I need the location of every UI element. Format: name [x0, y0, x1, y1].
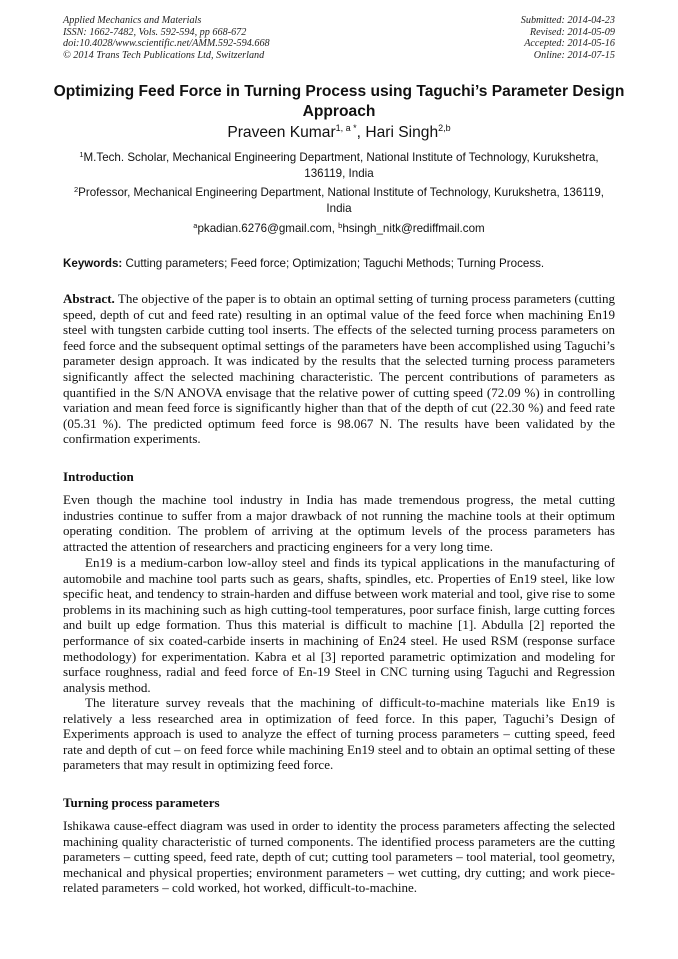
- affiliation-2: [60, 185, 618, 216]
- affiliation-2-text: Professor, Mechanical Engineering Department, National Institute of Technology, Kurukshetra, 136119, India: [78, 186, 605, 215]
- copyright-line: © 2014 Trans Tech Publications Ltd, Switzerland: [63, 49, 265, 61]
- journal-header-right: [521, 15, 615, 61]
- accepted-date: Accepted: 2014-05-16: [524, 38, 615, 50]
- author-line: [40, 123, 638, 143]
- introduction-heading: Introduction: [63, 469, 134, 484]
- keywords-text: Cutting parameters; Feed force; Optimization; Taguchi Methods; Turning Process.: [122, 257, 545, 270]
- email-a: pkadian.6276@gmail.com,: [197, 222, 339, 235]
- author-name-1: Praveen Kumar: [227, 124, 336, 141]
- abstract-text: The objective of the paper is to obtain an optimal setting of turning process parameters (cutting speed, depth of cut and feed rate) resulting in an optimal value of the feed force when machining En19 steel with tungsten carbide cutting tool inserts. The effects of the selected turning process parameters on feed force and the subsequent optimal settings of the parameters have been accomplished using Taguchi’s parameter design approach. It was indicated by the results that the selected turning process parameters significantly affect the selected machining characteristic. The percent contributions of parameters as quantified in the S/N ANOVA envisage that the relative power of cutting speed (72.09 %) in controlling variation and mean feed force is significantly higher than that of the depth of cut (22.30 %) and feed rate (05.31 %). The predicted optimum feed force is 98.067 N. The results have been validated by the confirmation experiments.: [63, 291, 615, 447]
- online-date: Online: 2014-07-15: [533, 49, 615, 61]
- author-name-2: Hari Singh: [365, 124, 439, 141]
- introduction-paragraph-3: The literature survey reveals that the machining of difficult-to-machine materials like En19 is relatively a less researched area in optimization of feed force. In this paper, Taguchi’s Design of Experiments approach is used to analyze the effect of turning process parameters – cutting speed, feed rate and depth of cut – on feed force while machining En19 steel and to obtain an optimal setting of these parameters that may result in optimizing feed force.: [63, 695, 615, 773]
- author-1-superscript: 1, a *: [335, 123, 357, 133]
- keywords-line: [63, 256, 615, 271]
- keywords-label: Keywords:: [63, 257, 123, 270]
- affiliation-1-superscript: 1: [79, 150, 84, 159]
- doi-line: doi:10.4028/www.scientific.net/AMM.592-594.668: [63, 38, 270, 50]
- introduction-paragraph-2: En19 is a medium-carbon low-alloy steel and finds its typical applications in the manufacturing of automobile and machine tool parts such as gears, shafts, spindles, etc. Properties of En19 steel, like low specific heat, and tendency to strain-harden and diffuse between work material and tool, give rise to some problems in its machining such as high cutting-tool temperatures, poor surface finish, large cutting forces and built up edge formation. Thus this material is difficult to machine [1]. Abdulla [2] reported the performance of six coated-carbide inserts in machining of En24 steel. He used RSM (response surface methodology) for experimentation. Kabra et al [3] reported parametric optimization and modeling for surface roughness, radial and feed force of En-19 Steel in CNC turning using Taguchi and Regression analysis method.: [63, 555, 615, 695]
- paper-title: Optimizing Feed Force in Turning Process using Taguchi’s Parameter Design Approach: [53, 83, 625, 120]
- email-a-superscript: a: [193, 221, 198, 230]
- submitted-date: Submitted: 2014-04-23: [520, 15, 615, 26]
- email-b-superscript: b: [338, 221, 343, 230]
- affiliation-1-text: M.Tech. Scholar, Mechanical Engineering Department, National Institute of Technology, Kurukshetra, 136119, India: [83, 151, 599, 180]
- journal-header-left: [63, 15, 270, 61]
- author-separator: ,: [356, 124, 366, 141]
- affiliation-1: [60, 150, 618, 181]
- email-b: hsingh_nitk@rediffmail.com: [342, 222, 485, 235]
- revised-date: Revised: 2014-05-09: [529, 26, 615, 38]
- abstract-paragraph: [63, 291, 615, 447]
- affiliation-2-superscript: 2: [73, 185, 79, 194]
- turning-parameters-paragraph: Ishikawa cause-effect diagram was used in order to identity the process parameters affecting the selected machining quality characteristic of turned components. The identified process parameters are the cutting parameters – cutting speed, feed rate, depth of cut; cutting tool parameters – tool material, tool geometry, mechanical and physical properties; environment parameters – wet cutting, dry cutting; and work piece-related parameters – cold worked, hot worked, difficult-to-machine.: [63, 818, 615, 896]
- author-emails: [60, 221, 618, 237]
- turning-parameters-heading: Turning process parameters: [63, 795, 220, 810]
- introduction-paragraph-1: Even though the machine tool industry in India has made tremendous progress, the metal cutting industries continue to suffer from a major drawback of not running the machine tools at their optimum operating condition. The problem of arriving at the optimum levels of the process parameters has attracted the attention of researchers and practicing engineers for a very long time.: [63, 492, 615, 554]
- author-2-superscript: 2,b: [438, 123, 451, 133]
- journal-name: Applied Mechanics and Materials: [63, 15, 202, 26]
- abstract-label: Abstract.: [63, 291, 115, 306]
- issn-line: ISSN: 1662-7482, Vols. 592-594, pp 668-672: [63, 26, 247, 38]
